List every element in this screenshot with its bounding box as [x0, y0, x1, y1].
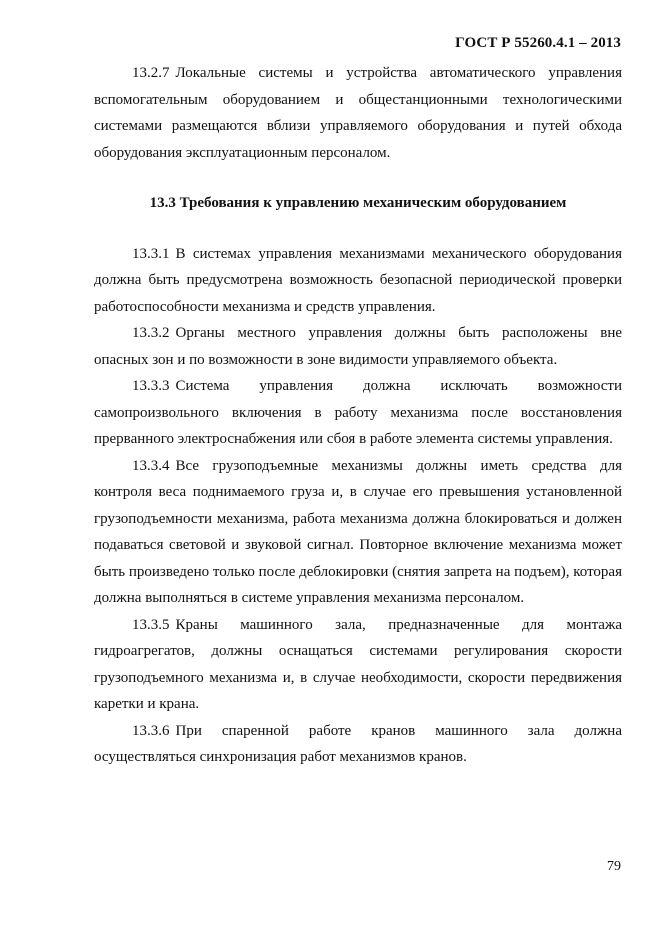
clause-number: 13.3.6	[132, 722, 170, 739]
clause-number: 13.3.3	[132, 378, 170, 394]
clause-text: Все грузоподъемные механизмы должны иметь средства для контроля веса поднимаемого груза и, в случае его превышения установленной грузоподъемности механизма, работа механизма должна блокироваться и должен подаваться световой и звуковой сигнал. Повторное включение механизма может быть произведено только после деблокировки (снятия запрета на подъем), которая должна выполняться в системе управления механизма персоналом.	[94, 457, 622, 606]
paragraph-13-3-5	[94, 612, 622, 718]
page-number: 79	[607, 859, 621, 874]
clause-text: Система управления должна исключать возможности самопроизвольного включения в работу механизма после восстановления прерванного электроснабжения или сбоя в работе элемента системы управления.	[94, 378, 622, 447]
paragraph-13-3-3	[94, 373, 622, 453]
document-code-header: ГОСТ Р 55260.4.1 – 2013	[455, 35, 621, 51]
clause-text: При спаренной работе кранов машинного зала должна осуществляться синхронизация работ механизмов кранов.	[94, 722, 622, 765]
clause-text: Органы местного управления должны быть расположены вне опасных зон и по возможности в зоне видимости управляемого объекта.	[94, 325, 622, 368]
page-body	[94, 60, 622, 771]
paragraph-13-3-2	[94, 320, 622, 373]
clause-text: Краны машинного зала, предназначенные для монтажа гидроагрегатов, должны оснащаться системами регулирования скорости грузоподъемного механизма и, в случае необходимости, скорости передвижения каретки и крана.	[94, 616, 622, 712]
section-heading: 13.3 Требования к управлению механическим оборудованием	[149, 195, 567, 211]
clause-number: 13.3.2	[132, 325, 170, 341]
clause-number: 13.3.1	[132, 245, 170, 262]
paragraph-13-3-4	[94, 453, 622, 612]
paragraph-13-3-1	[94, 241, 622, 321]
paragraph-13-2-7	[94, 60, 622, 166]
clause-number: 13.2.7	[132, 65, 170, 81]
clause-number: 13.3.4	[132, 457, 170, 474]
clause-text: В системах управления механизмами механического оборудования должна быть предусмотрена возможность безопасной периодической проверки работоспособности механизма и средств управления.	[94, 245, 622, 315]
clause-text: Локальные системы и устройства автоматического управления вспомогательным оборудованием и общестанционными технологическими системами размещаются вблизи управляемого оборудования и путей обхода оборудования эксплуатационным персоналом.	[94, 65, 622, 161]
paragraph-13-3-6	[94, 718, 622, 771]
clause-number: 13.3.5	[132, 616, 170, 633]
